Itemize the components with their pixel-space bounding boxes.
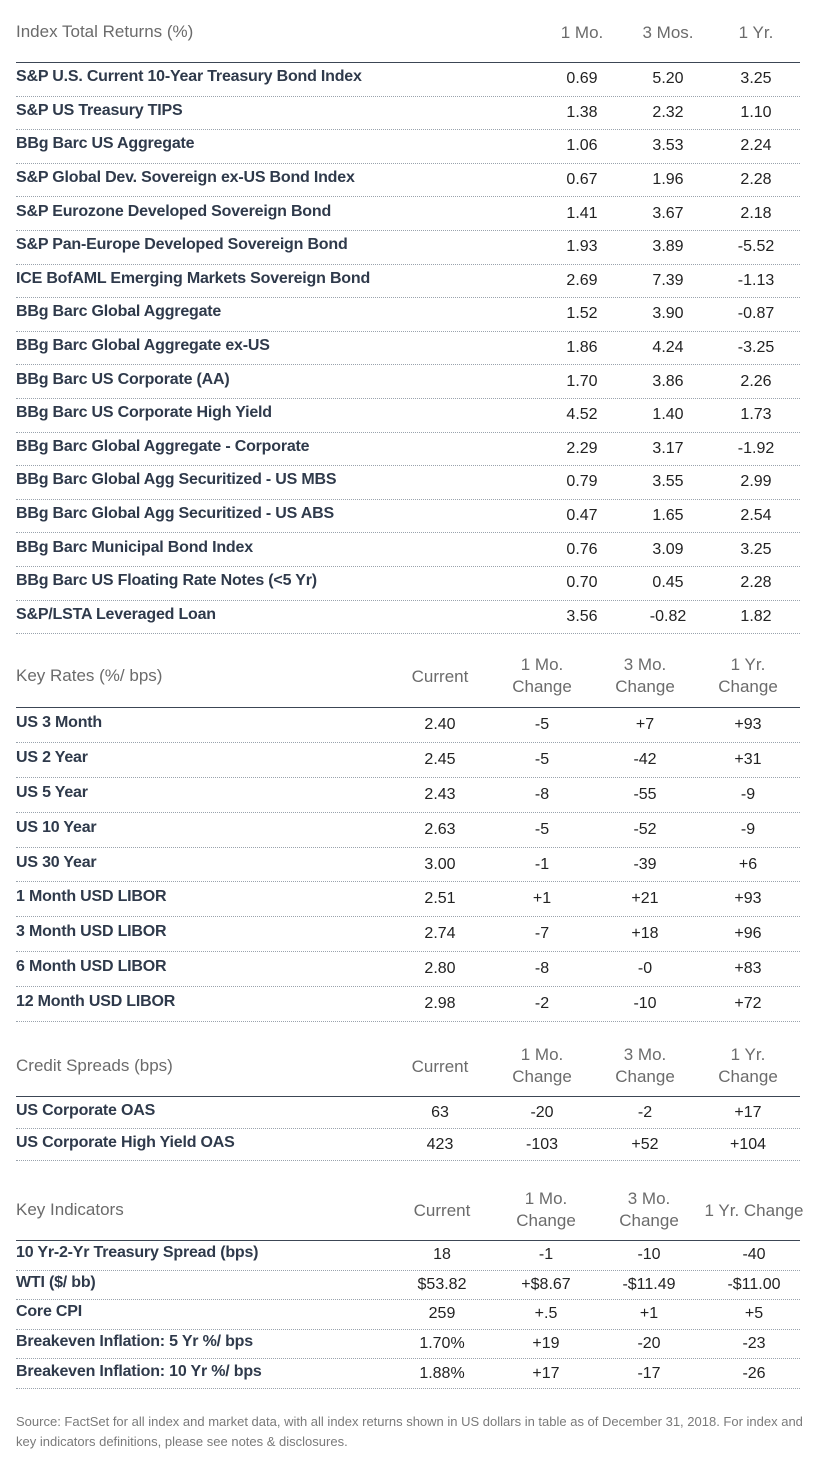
table-title: Key Indicators bbox=[16, 1200, 124, 1219]
row-label: Core CPI bbox=[16, 1303, 82, 1321]
table-header bbox=[16, 10, 800, 63]
cell-value: 2.26 bbox=[740, 372, 772, 390]
cell-value: 4.52 bbox=[566, 406, 598, 424]
cell-value: +83 bbox=[734, 960, 762, 978]
row-label: BBg Barc Global Aggregate bbox=[16, 303, 222, 321]
cell-value: +21 bbox=[631, 890, 659, 908]
row-label: WTI ($/ bb) bbox=[16, 1273, 96, 1291]
cell-value: -5.52 bbox=[737, 238, 775, 256]
table-row bbox=[16, 197, 800, 231]
cell-value: +93 bbox=[734, 715, 762, 733]
key-rates-table bbox=[16, 652, 800, 1022]
column-header: 1 Mo. bbox=[560, 23, 604, 42]
cell-value: 3.67 bbox=[652, 204, 684, 222]
cell-value: -0 bbox=[637, 960, 653, 978]
cell-value: -$11.49 bbox=[622, 1275, 676, 1293]
cell-value: +.5 bbox=[534, 1305, 558, 1323]
column-header: Current bbox=[413, 1201, 471, 1220]
cell-value: 2.45 bbox=[424, 750, 456, 768]
column-header: 1 Yr. bbox=[738, 23, 774, 42]
table-row bbox=[16, 500, 800, 534]
cell-value: -20 bbox=[637, 1335, 661, 1353]
row-label: BBg Barc Municipal Bond Index bbox=[16, 538, 253, 556]
cell-value: -17 bbox=[637, 1364, 661, 1382]
column-header: 1 Yr. Change bbox=[704, 1201, 804, 1220]
source-footnote: Source: FactSet for all index and market data, with all index returns shown in US dollars in table as of December 31, 2018. For index and key indicators definitions, please see notes & disclosures. bbox=[16, 1414, 803, 1449]
key-indicators-table bbox=[16, 1188, 804, 1389]
row-label: BBg Barc Global Aggregate ex-US bbox=[16, 337, 270, 355]
cell-value: -40 bbox=[742, 1246, 766, 1264]
table-row bbox=[16, 63, 800, 97]
cell-value: 3.00 bbox=[424, 855, 456, 873]
cell-value: 2.74 bbox=[424, 925, 456, 943]
cell-value: 0.67 bbox=[566, 171, 598, 189]
column-header: 3 Mo. Change bbox=[615, 1045, 675, 1086]
cell-value: 7.39 bbox=[652, 271, 684, 289]
cell-value: -1 bbox=[534, 855, 550, 873]
table-header bbox=[16, 1044, 800, 1097]
cell-value: 0.47 bbox=[566, 507, 598, 525]
table-row bbox=[16, 533, 800, 567]
cell-value: 1.65 bbox=[652, 507, 684, 525]
cell-value: +19 bbox=[532, 1335, 560, 1353]
cell-value: -55 bbox=[633, 785, 657, 803]
table-row bbox=[16, 130, 800, 164]
table-row bbox=[16, 1300, 800, 1330]
table-title: Key Rates (%/ bps) bbox=[16, 666, 163, 685]
table-row bbox=[16, 466, 800, 500]
cell-value: +31 bbox=[734, 750, 762, 768]
table-header bbox=[16, 1188, 804, 1241]
table-row bbox=[16, 708, 800, 743]
cell-value: 0.69 bbox=[566, 70, 598, 88]
cell-value: +18 bbox=[631, 925, 659, 943]
table-row bbox=[16, 1241, 800, 1271]
column-header: 1 Yr. Change bbox=[718, 655, 778, 696]
cell-value: -1 bbox=[538, 1246, 554, 1264]
cell-value: +$8.67 bbox=[521, 1275, 571, 1293]
table-row bbox=[16, 567, 800, 601]
cell-value: -7 bbox=[534, 925, 550, 943]
cell-value: 2.43 bbox=[424, 785, 456, 803]
cell-value: 1.70 bbox=[566, 372, 598, 390]
row-label: 6 Month USD LIBOR bbox=[16, 958, 167, 976]
table-row bbox=[16, 399, 800, 433]
cell-value: +96 bbox=[734, 925, 762, 943]
cell-value: -5 bbox=[534, 750, 550, 768]
cell-value: -10 bbox=[637, 1246, 661, 1264]
cell-value: 2.24 bbox=[740, 137, 772, 155]
cell-value: 1.38 bbox=[566, 103, 598, 121]
credit-spreads-table bbox=[16, 1044, 800, 1161]
row-label: S&P Global Dev. Sovereign ex-US Bond Index bbox=[16, 169, 355, 187]
row-label: US 5 Year bbox=[16, 783, 88, 801]
column-header: Current bbox=[411, 1057, 469, 1076]
column-header: 3 Mos. bbox=[642, 23, 694, 42]
table-row bbox=[16, 231, 800, 265]
row-label: S&P Eurozone Developed Sovereign Bond bbox=[16, 202, 332, 220]
cell-value: 1.86 bbox=[566, 339, 598, 357]
table-row bbox=[16, 813, 800, 848]
cell-value: 63 bbox=[431, 1103, 449, 1121]
cell-value: 423 bbox=[426, 1135, 454, 1153]
cell-value: 1.41 bbox=[566, 204, 598, 222]
cell-value: 2.63 bbox=[424, 820, 456, 838]
table-row bbox=[16, 952, 800, 987]
row-label: S&P U.S. Current 10-Year Treasury Bond Index bbox=[16, 68, 362, 86]
cell-value: 0.76 bbox=[566, 540, 598, 558]
cell-value: 1.73 bbox=[740, 406, 772, 424]
row-label: US 30 Year bbox=[16, 853, 97, 871]
cell-value: 18 bbox=[433, 1246, 451, 1264]
column-header: 1 Yr. Change bbox=[718, 1045, 778, 1086]
row-label: S&P/LSTA Leveraged Loan bbox=[16, 605, 216, 623]
cell-value: -1.13 bbox=[737, 271, 775, 289]
cell-value: -23 bbox=[742, 1335, 766, 1353]
cell-value: 1.40 bbox=[652, 406, 684, 424]
cell-value: 2.69 bbox=[566, 271, 598, 289]
cell-value: 2.98 bbox=[424, 995, 456, 1013]
cell-value: 3.53 bbox=[652, 137, 684, 155]
cell-value: 2.28 bbox=[740, 574, 772, 592]
cell-value: +5 bbox=[744, 1305, 764, 1323]
cell-value: 1.70% bbox=[419, 1335, 465, 1353]
table-row bbox=[16, 601, 800, 635]
cell-value: 3.90 bbox=[652, 305, 684, 323]
cell-value: +6 bbox=[738, 855, 758, 873]
table-header bbox=[16, 652, 800, 708]
column-header: 1 Mo. Change bbox=[512, 1045, 572, 1086]
cell-value: -42 bbox=[633, 750, 657, 768]
cell-value: -3.25 bbox=[737, 339, 775, 357]
cell-value: 2.32 bbox=[652, 103, 684, 121]
cell-value: +7 bbox=[635, 715, 655, 733]
cell-value: -5 bbox=[534, 715, 550, 733]
row-label: Breakeven Inflation: 5 Yr %/ bps bbox=[16, 1333, 253, 1351]
cell-value: -1.92 bbox=[737, 439, 775, 457]
cell-value: -0.82 bbox=[649, 607, 687, 625]
table-row bbox=[16, 1129, 800, 1161]
row-label: 1 Month USD LIBOR bbox=[16, 888, 167, 906]
row-label: US Corporate High Yield OAS bbox=[16, 1133, 235, 1151]
cell-value: -39 bbox=[633, 855, 657, 873]
column-header: 1 Mo. Change bbox=[512, 655, 572, 696]
row-label: BBg Barc Global Agg Securitized - US MBS bbox=[16, 471, 337, 489]
row-label: 3 Month USD LIBOR bbox=[16, 923, 167, 941]
cell-value: -2 bbox=[637, 1103, 653, 1121]
table-row bbox=[16, 848, 800, 883]
cell-value: 0.45 bbox=[652, 574, 684, 592]
table-row bbox=[16, 298, 800, 332]
cell-value: +1 bbox=[532, 890, 552, 908]
row-label: US 10 Year bbox=[16, 818, 97, 836]
row-label: US Corporate OAS bbox=[16, 1101, 156, 1119]
cell-value: 1.10 bbox=[740, 103, 772, 121]
cell-value: 1.88% bbox=[419, 1364, 465, 1382]
cell-value: 3.56 bbox=[566, 607, 598, 625]
cell-value: 3.09 bbox=[652, 540, 684, 558]
row-label: BBg Barc Global Aggregate - Corporate bbox=[16, 437, 310, 455]
table-row bbox=[16, 882, 800, 917]
cell-value: 1.96 bbox=[652, 171, 684, 189]
table-row bbox=[16, 1097, 800, 1129]
table-row bbox=[16, 365, 800, 399]
table-row bbox=[16, 743, 800, 778]
cell-value: $53.82 bbox=[417, 1275, 467, 1293]
cell-value: 259 bbox=[428, 1305, 456, 1323]
table-row bbox=[16, 332, 800, 366]
cell-value: 2.99 bbox=[740, 473, 772, 491]
cell-value: 3.89 bbox=[652, 238, 684, 256]
cell-value: +72 bbox=[734, 995, 762, 1013]
column-header: Current bbox=[411, 667, 469, 686]
cell-value: 1.82 bbox=[740, 607, 772, 625]
cell-value: -8 bbox=[534, 785, 550, 803]
cell-value: -26 bbox=[742, 1364, 766, 1382]
table-row bbox=[16, 778, 800, 813]
column-header: 1 Mo. Change bbox=[516, 1189, 576, 1230]
cell-value: +17 bbox=[734, 1103, 762, 1121]
row-label: BBg Barc US Floating Rate Notes (<5 Yr) bbox=[16, 572, 317, 590]
table-title: Credit Spreads (bps) bbox=[16, 1056, 173, 1075]
cell-value: 1.06 bbox=[566, 137, 598, 155]
column-header: 3 Mo. Change bbox=[619, 1189, 679, 1230]
cell-value: -10 bbox=[633, 995, 657, 1013]
cell-value: 3.25 bbox=[740, 540, 772, 558]
cell-value: 0.79 bbox=[566, 473, 598, 491]
cell-value: -$11.00 bbox=[727, 1275, 781, 1293]
cell-value: 3.25 bbox=[740, 70, 772, 88]
cell-value: -0.87 bbox=[737, 305, 775, 323]
cell-value: -20 bbox=[530, 1103, 554, 1121]
row-label: US 2 Year bbox=[16, 748, 88, 766]
cell-value: 2.29 bbox=[566, 439, 598, 457]
table-row bbox=[16, 265, 800, 299]
row-label: BBg Barc US Corporate (AA) bbox=[16, 370, 230, 388]
row-label: S&P Pan-Europe Developed Sovereign Bond bbox=[16, 236, 348, 254]
table-row bbox=[16, 97, 800, 131]
cell-value: 1.93 bbox=[566, 238, 598, 256]
cell-value: 2.40 bbox=[424, 715, 456, 733]
cell-value: -9 bbox=[740, 820, 756, 838]
table-title: Index Total Returns (%) bbox=[16, 22, 194, 41]
cell-value: 5.20 bbox=[652, 70, 684, 88]
cell-value: +104 bbox=[729, 1135, 767, 1153]
cell-value: +17 bbox=[532, 1364, 560, 1382]
cell-value: +93 bbox=[734, 890, 762, 908]
cell-value: -52 bbox=[633, 820, 657, 838]
cell-value: -8 bbox=[534, 960, 550, 978]
table-row bbox=[16, 1271, 800, 1301]
cell-value: 3.55 bbox=[652, 473, 684, 491]
cell-value: 3.86 bbox=[652, 372, 684, 390]
cell-value: 4.24 bbox=[652, 339, 684, 357]
cell-value: 2.51 bbox=[424, 890, 456, 908]
cell-value: -5 bbox=[534, 820, 550, 838]
table-row bbox=[16, 987, 800, 1022]
row-label: 12 Month USD LIBOR bbox=[16, 993, 176, 1011]
row-label: S&P US Treasury TIPS bbox=[16, 101, 183, 119]
table-row bbox=[16, 917, 800, 952]
cell-value: 2.18 bbox=[740, 204, 772, 222]
row-label: 10 Yr-2-Yr Treasury Spread (bps) bbox=[16, 1244, 259, 1262]
row-label: BBg Barc US Corporate High Yield bbox=[16, 404, 272, 422]
table-row bbox=[16, 433, 800, 467]
index-returns-table bbox=[16, 10, 800, 634]
row-label: US 3 Month bbox=[16, 713, 102, 731]
table-row bbox=[16, 1359, 800, 1389]
table-row bbox=[16, 1330, 800, 1360]
cell-value: -2 bbox=[534, 995, 550, 1013]
table-row bbox=[16, 164, 800, 198]
cell-value: -9 bbox=[740, 785, 756, 803]
row-label: ICE BofAML Emerging Markets Sovereign Bond bbox=[16, 269, 371, 287]
cell-value: +1 bbox=[639, 1305, 659, 1323]
column-header: 3 Mo. Change bbox=[615, 655, 675, 696]
cell-value: 0.70 bbox=[566, 574, 598, 592]
row-label: Breakeven Inflation: 10 Yr %/ bps bbox=[16, 1362, 262, 1380]
cell-value: 2.54 bbox=[740, 507, 772, 525]
row-label: BBg Barc Global Agg Securitized - US ABS bbox=[16, 505, 334, 523]
cell-value: 3.17 bbox=[652, 439, 684, 457]
cell-value: 2.80 bbox=[424, 960, 456, 978]
cell-value: 2.28 bbox=[740, 171, 772, 189]
cell-value: 1.52 bbox=[566, 305, 598, 323]
row-label: BBg Barc US Aggregate bbox=[16, 135, 195, 153]
cell-value: -103 bbox=[525, 1135, 559, 1153]
cell-value: +52 bbox=[631, 1135, 659, 1153]
